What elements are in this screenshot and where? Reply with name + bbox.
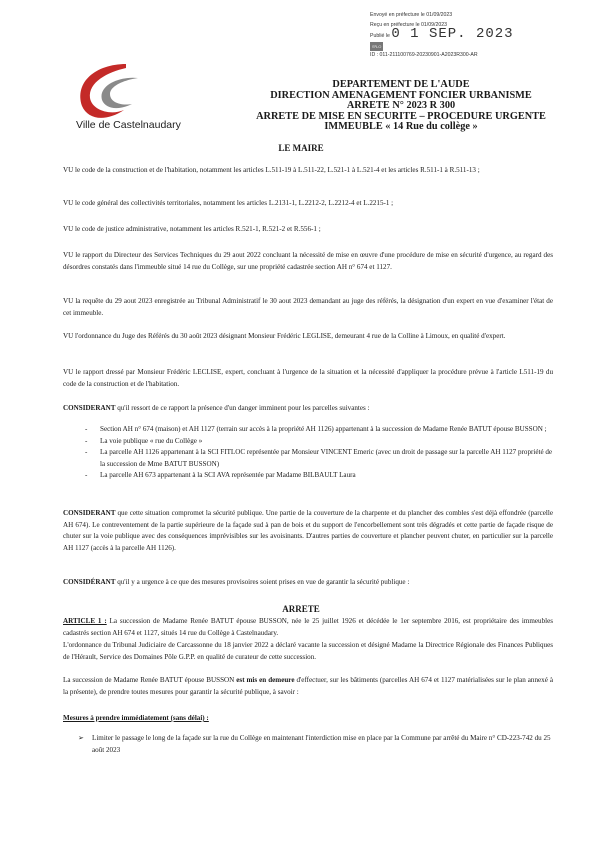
prefecture-stamp: [370, 11, 518, 63]
header-line-arrete-number: ARRETE N° 2023 R 300: [346, 100, 456, 112]
article-1-p3-b: est mis en demeure: [236, 676, 295, 684]
stamp-sent: Envoyé en préfecture le 01/09/2023: [370, 12, 453, 18]
visa-4: VU le rapport du Directeur des Services Techniques du 29 aout 2022 concluant la nécessité de mise en œuvre d'une procédure de mise en sécurité d'urgence, au regard des désordres constatés dans l'immeuble situé 14 rue du Collège, sur une propriété cadastrée section AH n° 674 et 1127.: [63, 251, 553, 271]
parcel-item: - Section AH n° 674 (maison) et AH 1127 (terrain sur accès à la propriété AH 1126) appartenant à la succession de Madame Renée BATUT épouse BUSSON ;: [85, 424, 555, 436]
measure-item: [78, 733, 552, 756]
article-1-demand: [63, 675, 553, 698]
arrow-bullet-icon: ➢: [78, 734, 84, 742]
stamp-published-label: Publié le: [370, 33, 390, 39]
article-1-p1: La succession de Madame Renée BATUT épouse BUSSON, née le 25 juillet 1926 et décédée le 1er septembre 2016, est propriétaire des immeubles cadastrés section AH 674 et 1127, situés 14 rue du Collège à Castelnaudary.: [63, 617, 553, 637]
considerant-2: [63, 508, 553, 554]
visa-7: VU le rapport dressé par Monsieur Frédéric LECLISE, expert, concluant à l'urgence de la situation et la nécessité d'appliquer la procédure prévue à l'article L511-19 du code de la construction et de l'habitation.: [63, 368, 553, 388]
considerant-3-label: CONSIDÉRANT: [63, 578, 116, 586]
parcel-item: - La parcelle AH 673 appartenant à la SCI AVA représentée par Madame BILBAULT Laura: [85, 470, 555, 482]
considerant-3-text: qu'il y a urgence à ce que des mesures provisoires soient prises en vue de garantir la sécurité publique :: [115, 578, 410, 586]
maire-title: LE MAIRE: [278, 143, 324, 153]
stamp-received: Reçu en préfecture le 01/09/2023: [370, 21, 448, 28]
stamp-id: ID : 011-211100769-20230901-A2023R300-AR: [370, 52, 478, 58]
measures-title: Mesures à prendre immédiatement (sans délai) :: [63, 714, 209, 722]
parcel-list: [85, 424, 555, 482]
considerant-1-text: qu'il ressort de ce rapport la présence d'un danger imminent pour les parcelles suivantes :: [115, 404, 370, 412]
considerant-2-text: que cette situation compromet la sécurité publique. Une partie de la couverture de la charpente et du plancher des combles s'est déjà effondrée (parcelle AH 674). Le contreventement de la partie supérieure de la façade sud à pan de bois et du support de l'encorbellement sont très dégradés et cette partie de façade risque de chuter sur la voie publique avec des conséquences imprévisibles sur les avoisinants. D'autres parties de couverture et plancher peuvent chuter, en particulier sur la parcelle AH 1127 (accès à la parcelle AH 1126).: [63, 509, 553, 552]
measure-text: Limiter le passage le long de la façade sur la rue du Collège en maintenant l'interdiction mise en place par la Commune par arrêté du Maire n° CD-223-742 du 25 août 2023: [92, 734, 551, 754]
parcel-item: - La voie publique « rue du Collège »: [85, 436, 555, 448]
visa-6: VU l'ordonnance du Juge des Référés du 30 août 2023 désignant Monsieur Frédéric LEGLISE, demeurant 4 rue de la Colline à Limoux, en qualité d'expert.: [63, 332, 506, 340]
visa-3: VU le code de justice administrative, notamment les articles R.521-1, R.521-2 et R.556-1 ;: [63, 225, 321, 233]
article-1-curator: L'ordonnance du Tribunal Judiciaire de Carcassonne du 18 janvier 2022 a déclaré vacante la succession et désigné Madame la Directrice Régionale des Finances Publiques de l'Hérault, Service des Domaines Pôle G.P.P. en qualité de curateur de cette succession.: [63, 641, 553, 661]
considerant-1: [63, 403, 553, 415]
article-1-p3-a: La succession de Madame Renée BATUT épouse BUSSON: [63, 676, 237, 684]
city-name: Ville de Castelnaudary: [76, 119, 181, 131]
stamp-mark: S²LO: [370, 42, 383, 52]
document-header: [240, 80, 562, 133]
parcel-item: - La parcelle AH 1126 appartenant à la SCI FITLOC représentée par Monsieur VINCENT Emeric (avec un droit de passage sur la parcelle AH 1127 propriété de la succession de Mme BATUT BUSSON): [85, 447, 555, 470]
article-1: [63, 616, 553, 639]
considerant-3: [63, 577, 553, 589]
stamp-date: 0 1 SEP. 2023: [391, 26, 514, 42]
header-line-department: DEPARTEMENT DE L'AUDE: [332, 79, 470, 90]
logo-grey-swoosh: [101, 78, 138, 108]
visa-1: VU le code de la construction et de l'habitation, notamment les articles L.511-19 à L.511-22, L.521-1 à L.521-4 et les articles R.511-1 à R.511-13 ;: [63, 166, 480, 174]
header-line-building: IMMEUBLE « 14 Rue du collège »: [324, 121, 478, 133]
visa-5: VU la requête du 29 aout 2023 enregistrée au Tribunal Administratif le 30 aout 2023 demandant au juge des référés, la désignation d'un expert en vue d'examiner l'état de cet immeuble.: [63, 297, 553, 317]
article-1-label: ARTICLE 1 :: [63, 617, 107, 625]
header-line-direction: DIRECTION AMENAGEMENT FONCIER URBANISME: [270, 89, 532, 101]
article-1-p3-c: d'effectuer, sur les bâtiments (parcelles AH 674 et 1127 matérialisées sur le plan annexé à la présente), de prendre toutes mesures pour garantir la sécurité publique, à savoir :: [63, 676, 553, 696]
considerant-1-label: CONSIDERANT: [63, 404, 116, 412]
header-line-procedure: ARRETE DE MISE EN SECURITE – PROCEDURE URGENTE: [256, 110, 546, 122]
city-logo: [68, 60, 176, 150]
arrete-title: ARRETE: [282, 604, 320, 614]
stamp-published: [370, 26, 518, 51]
visa-2: VU le code général des collectivités territoriales, notamment les articles L.2131-1, L.2212-2, L.2212-4 et L.2215-1 ;: [63, 199, 394, 207]
considerant-2-label: CONSIDERANT: [63, 509, 116, 517]
